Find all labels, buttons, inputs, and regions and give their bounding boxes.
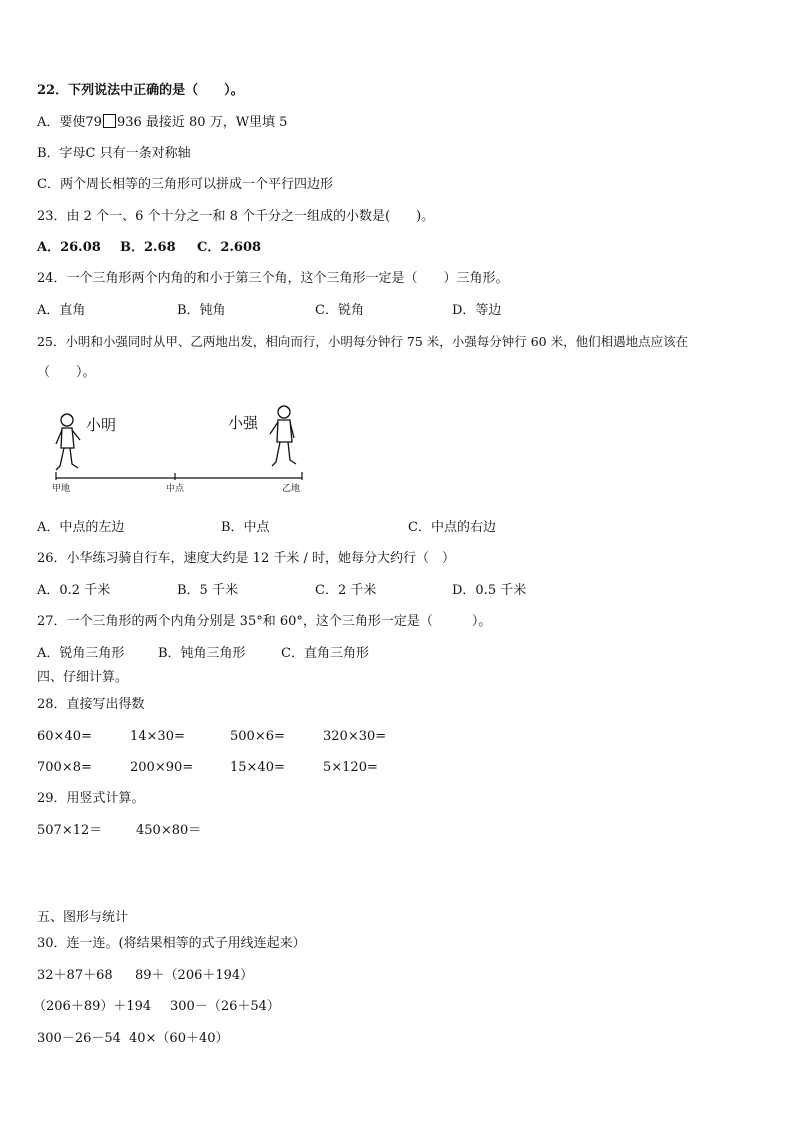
q29-stem: 29．用竖式计算。 bbox=[37, 791, 145, 806]
label-mid-point: 中点 bbox=[166, 484, 185, 494]
q24-option-a[interactable]: A．直角 bbox=[37, 303, 86, 318]
q26-option-d[interactable]: D．0.5 千米 bbox=[452, 583, 527, 598]
q26-option-c[interactable]: C．2 千米 bbox=[315, 583, 377, 598]
q22-option-a[interactable] bbox=[37, 114, 287, 132]
label-xiaoming: 小明 bbox=[86, 416, 117, 434]
q24-option-c[interactable]: C．锐角 bbox=[315, 303, 364, 318]
q25-figure bbox=[50, 400, 320, 495]
q30-right-expr[interactable]: 40×（60＋40） bbox=[129, 1031, 229, 1046]
q29-item: 507×12＝ bbox=[37, 823, 103, 838]
q27-option-c[interactable]: C．直角三角形 bbox=[281, 646, 369, 661]
q28-item: 320×30= bbox=[323, 729, 387, 744]
q28-item: 60×40= bbox=[37, 729, 92, 744]
walker-left-icon bbox=[56, 414, 80, 470]
q28-item: 5×120= bbox=[323, 760, 378, 775]
walker-right-icon bbox=[270, 406, 296, 466]
section4-title: 四、仔细计算。 bbox=[37, 670, 129, 685]
q26-stem: 26．小华练习骑自行车，速度大约是 12 千米 / 时，她每分大约行（ ） bbox=[37, 551, 455, 566]
q28-item: 14×30= bbox=[130, 729, 185, 744]
q23-stem: 23．由 2 个一、6 个十分之一和 8 个千分之一组成的小数是( )。 bbox=[37, 209, 435, 224]
q27-stem: 27．一个三角形的两个内角分别是 35°和 60°，这个三角形一定是（ ）。 bbox=[37, 614, 492, 629]
q27-option-b[interactable]: B．钝角三角形 bbox=[158, 646, 246, 661]
q30-left-expr[interactable]: 32＋87＋68 bbox=[37, 968, 113, 983]
label-end-point: 乙地 bbox=[282, 484, 301, 494]
section5-title: 五、图形与统计 bbox=[37, 910, 129, 925]
q30-right-expr[interactable]: 300－（26＋54） bbox=[170, 999, 280, 1014]
q25-option-a[interactable]: A．中点的左边 bbox=[37, 520, 125, 535]
q30-stem: 30．连一连。(将结果相等的式子用线连起来） bbox=[37, 936, 306, 951]
q25-stem-cont: （ ）。 bbox=[37, 365, 96, 380]
q24-option-b[interactable]: B．钝角 bbox=[177, 303, 226, 318]
q23-option-a[interactable]: A．26.08 bbox=[37, 240, 101, 255]
q22-stem: 22．下列说法中正确的是（ ）。 bbox=[37, 83, 244, 98]
q25-option-c[interactable]: C．中点的右边 bbox=[408, 520, 496, 535]
q30-right-expr[interactable]: 89＋（206＋194） bbox=[135, 968, 254, 983]
q30-left-expr[interactable]: 300－26－54 bbox=[37, 1031, 121, 1046]
q22-option-a-prefix: A．要使79 bbox=[37, 115, 102, 130]
q22-option-a-suffix: 936 最接近 80 万，W里填 5 bbox=[116, 115, 288, 130]
q22-option-c[interactable]: C．两个周长相等的三角形可以拼成一个平行四边形 bbox=[37, 177, 333, 192]
q28-item: 500×6= bbox=[230, 729, 285, 744]
q28-stem: 28．直接写出得数 bbox=[37, 697, 145, 712]
q24-stem: 24．一个三角形两个内角的和小于第三个角，这个三角形一定是（ ）三角形。 bbox=[37, 271, 509, 286]
q23-option-c[interactable]: C．2.608 bbox=[197, 240, 262, 255]
q30-left-expr[interactable]: （206＋89）＋194 bbox=[33, 999, 152, 1014]
q26-option-a[interactable]: A．0.2 千米 bbox=[37, 583, 111, 598]
label-start-point: 甲地 bbox=[52, 484, 71, 494]
q28-item: 200×90= bbox=[130, 760, 194, 775]
q26-option-b[interactable]: B．5 千米 bbox=[177, 583, 238, 598]
q23-option-b[interactable]: B．2.68 bbox=[120, 240, 176, 255]
label-xiaoqiang: 小强 bbox=[228, 414, 259, 432]
q22-option-b[interactable]: B．字母C 只有一条对称轴 bbox=[37, 146, 191, 161]
blank-box bbox=[103, 114, 116, 128]
q28-item: 15×40= bbox=[230, 760, 285, 775]
q27-option-a[interactable]: A．锐角三角形 bbox=[37, 646, 125, 661]
q29-item: 450×80＝ bbox=[136, 823, 202, 838]
q25-option-b[interactable]: B．中点 bbox=[221, 520, 270, 535]
q24-option-d[interactable]: D．等边 bbox=[452, 303, 502, 318]
q25-stem: 25．小明和小强同时从甲、乙两地出发，相向而行，小明每分钟行 75 米，小强每分钟行 60 米，他们相遇地点应该在 bbox=[37, 334, 689, 349]
q28-item: 700×8= bbox=[37, 760, 92, 775]
